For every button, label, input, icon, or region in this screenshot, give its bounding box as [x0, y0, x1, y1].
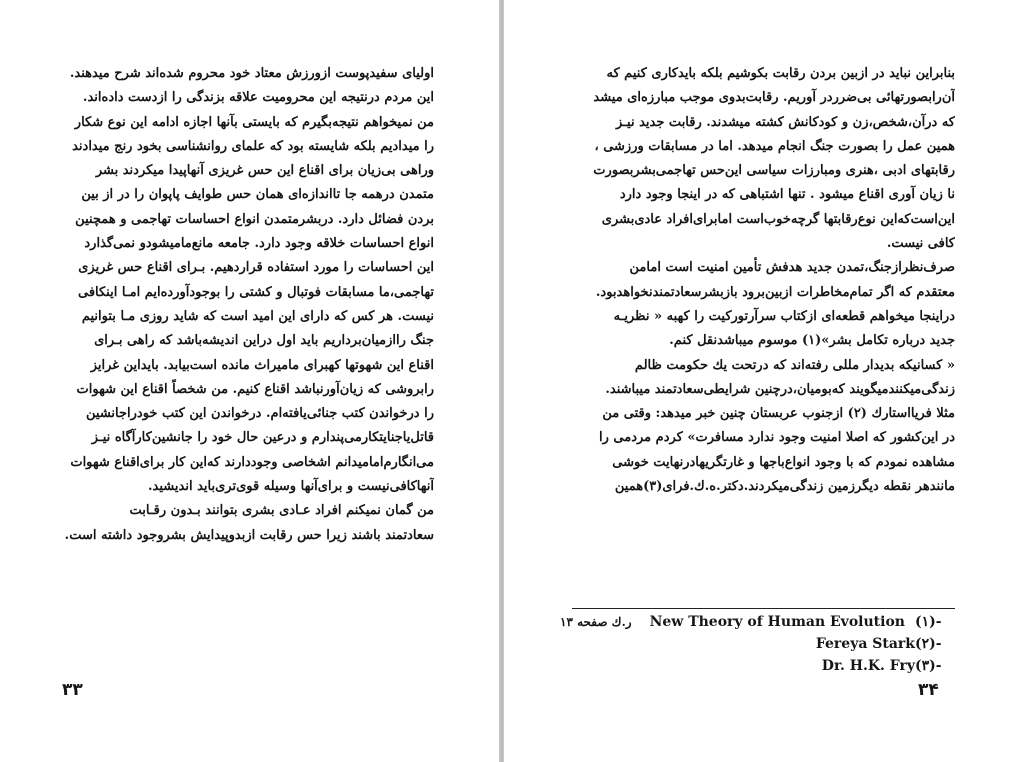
- text-line: اولیای سفیدپوست ازورزش معتاد خود محروم شده‌اند شرح میدهند.: [69, 66, 434, 81]
- text-line: در این‌کشور که اصلا امنیت وجود ندارد مسافرت» کردم مردمی را: [598, 430, 955, 446]
- text-line: متمدن درهمه جا تااندازه‌ای همان حس طوایف پاپوان را در از بین: [81, 187, 434, 203]
- page-number-left: ۳۳: [62, 680, 83, 700]
- text-line: رابروشی که زیان‌آورنباشد اقناع کنیم. من شخصاً اقناع این شهوات: [76, 381, 434, 397]
- footnote-separator: [572, 608, 955, 609]
- text-line: « کسانیکه بدیدار مللی رفته‌اند که درتحت یك حکومت ظالم: [634, 357, 955, 373]
- text-line: اقناع این شهوتها کهبرای مامیراث مانده است‌بیابد. بایداین غرایز: [90, 357, 434, 373]
- text-line: که درآن،شخص،زن و کودکانش کشته میشدند. رقابت جدید نیـز: [616, 114, 955, 130]
- text-line: را میدادیم بلکه شایسته بود که علمای روانشناسی بخود رنج میدادند: [72, 138, 434, 154]
- text-line: می‌انگارم‌امامیدانم اشخاصی وجوددارند که‌این کار برای‌اقناع شهوات: [70, 454, 434, 470]
- footnote: [560, 655, 955, 677]
- text-line: آن‌رابصورتهائی بی‌ضرردر آوریم. رقابت‌بدوی موجب مبارزه‌ای میشد: [593, 90, 955, 106]
- text-line: همین عمل را بصورت جنگ انجام میدهد. اما در مسابقات ورزشی ،: [594, 138, 955, 154]
- text-line: آنهاکافی‌نیست و برای‌آنها وسیله قوی‌تری‌باید اندیشید.: [148, 479, 434, 495]
- text-line: سعادتمند باشند زیرا حس رقابت ازبدوپیدایش بشروجود داشته است.: [64, 527, 434, 543]
- footnote-text: Dr. H.K. Fry: [821, 658, 915, 674]
- footnote-number: (۱)-: [914, 614, 942, 630]
- text-line: انواع احساسات خلاقه وجود دارد. جامعه مانع‌ماميشودو نمی‌گذارد: [84, 236, 434, 252]
- text-line: نا زیان آوری اقناع میشود . تنها اشتباهی که در اینجا وجود دارد: [619, 187, 955, 203]
- text-line: قاتل‌یاجنایتکارمی‌پندارم و درعین حال خود را جانشین‌کارآگاه نیـز: [91, 430, 434, 446]
- footnote-number: (۲)-: [915, 636, 942, 652]
- text-line: من گمان نمیکنم افراد عـادی بشری بتوانند بـدون رقـابت: [129, 503, 434, 519]
- footnote-text: New Theory of Human Evolution: [649, 614, 905, 630]
- text-line: رقابتهای ادبی ،هنری ومبارزات سیاسی این‌حس تهاجمی‌بشربصورت: [593, 163, 955, 179]
- text-line: زندگی‌میکنندمیگویند که‌بومیان،درچنین شرایطی‌سعادتمند میباشند.: [605, 381, 955, 397]
- text-line: این احساسات را مورد استفاده قراردهیم. بـرای اقناع حس غریزی: [78, 260, 434, 276]
- right-page-body: [572, 62, 955, 499]
- text-line: دراینجا میخواهم قطعه‌ای ازکتاب سرآرتورکیت را کهبه « نظریـه: [613, 308, 955, 324]
- left-page-body: [62, 62, 434, 548]
- footnote: [560, 611, 955, 633]
- text-line: این‌است‌که‌این نوع‌رقابتها گرچه‌خوب‌است امابرای‌افراد عادی‌بشری: [601, 211, 955, 227]
- text-line: معتقدم که اگر تمام‌مخاطرات ازبین‌برود بازبشرسعادتمندنخواهدبود.: [595, 284, 955, 300]
- text-line: تهاجمی،ما مسابقات فوتبال و کشتی را بوجودآورده‌ایم امـا اینکافی: [77, 284, 434, 300]
- text-line: مانندهر نقطه دیگرزمین زندگی‌میکردند.دکتر.ه.ك.فرای(۳)همین: [614, 479, 955, 495]
- text-line: صرف‌نظرازجنگ،تمدن جدید هدفش تأمین امنیت است امامن: [629, 260, 955, 276]
- text-line: جنگ راازمیان‌برداریم باید اول دراین اندیشه‌باشد که راهی بـرای: [94, 333, 434, 349]
- footnotes: [560, 611, 955, 677]
- text-line: من نمیخواهم نتیجه‌بگیرم که بایستی بآنها اجازه ادامه این نوع شکار: [74, 114, 434, 130]
- footnote-number: (۳)-: [915, 658, 942, 674]
- text-line: مشاهده نمودم که با وجود انواع‌باجها و غارتگریهادرنهایت خوشی: [612, 454, 955, 470]
- footnote-page-ref: ر.ك صفحه ۱۳: [560, 615, 632, 629]
- text-line: را درخواندن کتب جنائی‌یافته‌ام. درخواندن این کتب خودراجانشین: [86, 406, 434, 422]
- text-line: این مردم درنتیجه این محرومیت علاقه بزندگی را ازدست داده‌اند.: [82, 90, 434, 106]
- text-line: وراهی بی‌زیان برای اقناع این حس غریزی آنهاپیدا میکردند بشر: [95, 163, 434, 179]
- text-line: بنابراین نباید در ازبین بردن رقابت بکوشیم بلکه بایدکاری کنیم که: [606, 66, 955, 81]
- page-number-right: ۳۴: [918, 680, 939, 700]
- footnote: [560, 633, 955, 655]
- text-line: مثلا فریااستارك (۲) ازجنوب عربستان چنین خبر میدهد: وقتی من: [602, 406, 955, 422]
- text-line: بردن فضائل دارد. دربشرمتمدن انواع احساسات تهاجمی و همچنین: [75, 211, 434, 227]
- text-line: کافی نیست.: [886, 236, 955, 252]
- footnote-text: Fereya Stark: [815, 636, 915, 652]
- text-line: نیست. هر کس که دارای این امید است که شاید روزی مـا بتوانیم: [81, 308, 434, 324]
- text-line: جدید درباره تکامل بشر»(۱) موسوم میباشدنقل کنم.: [669, 333, 955, 349]
